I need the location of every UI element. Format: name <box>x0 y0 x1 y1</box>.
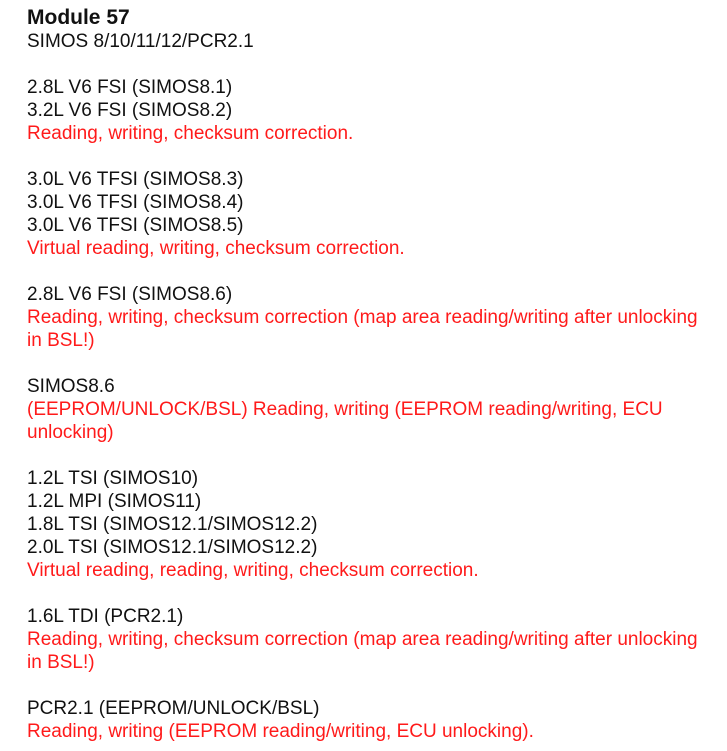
document <box>27 6 717 743</box>
engine-line: 3.2L V6 FSI (SIMOS8.2) <box>27 100 233 121</box>
capability-note: Reading, writing (EEPROM reading/writing, ECU unlocking). <box>27 721 534 742</box>
engine-line: PCR2.1 (EEPROM/UNLOCK/BSL) <box>27 698 320 719</box>
section-simos10-12 <box>27 467 717 582</box>
section-simos8-6-eeprom <box>27 375 717 444</box>
engine-line: 1.6L TDI (PCR2.1) <box>27 606 184 627</box>
engine-line: 1.2L MPI (SIMOS11) <box>27 491 202 512</box>
section-pcr2-1-eeprom <box>27 697 717 743</box>
capability-note: Virtual reading, writing, checksum correction. <box>27 238 405 259</box>
engine-line: SIMOS8.6 <box>27 376 115 397</box>
engine-line: 3.0L V6 TFSI (SIMOS8.5) <box>27 215 244 236</box>
capability-note: Reading, writing, checksum correction (map area reading/writing after unlocking in BSL!) <box>27 307 698 351</box>
capability-note: (EEPROM/UNLOCK/BSL) Reading, writing (EEPROM reading/writing, ECU unlocking) <box>27 399 663 443</box>
header-block <box>27 6 717 53</box>
engine-line: 1.2L TSI (SIMOS10) <box>27 468 199 489</box>
section-simos8-1-2 <box>27 76 717 145</box>
section-simos8-3-5 <box>27 168 717 260</box>
module-subtitle: SIMOS 8/10/11/12/PCR2.1 <box>27 31 254 52</box>
engine-line: 1.8L TSI (SIMOS12.1/SIMOS12.2) <box>27 514 318 535</box>
engine-line: 3.0L V6 TFSI (SIMOS8.4) <box>27 192 244 213</box>
engine-line: 2.8L V6 FSI (SIMOS8.6) <box>27 284 233 305</box>
engine-line: 2.8L V6 FSI (SIMOS8.1) <box>27 77 233 98</box>
engine-line: 2.0L TSI (SIMOS12.1/SIMOS12.2) <box>27 537 318 558</box>
capability-note: Reading, writing, checksum correction. <box>27 123 354 144</box>
engine-line: 3.0L V6 TFSI (SIMOS8.3) <box>27 169 244 190</box>
section-pcr2-1 <box>27 605 717 674</box>
module-title: Module 57 <box>27 6 130 29</box>
capability-note: Reading, writing, checksum correction (map area reading/writing after unlocking in BSL!) <box>27 629 698 673</box>
section-simos8-6 <box>27 283 717 352</box>
capability-note: Virtual reading, reading, writing, checksum correction. <box>27 560 479 581</box>
